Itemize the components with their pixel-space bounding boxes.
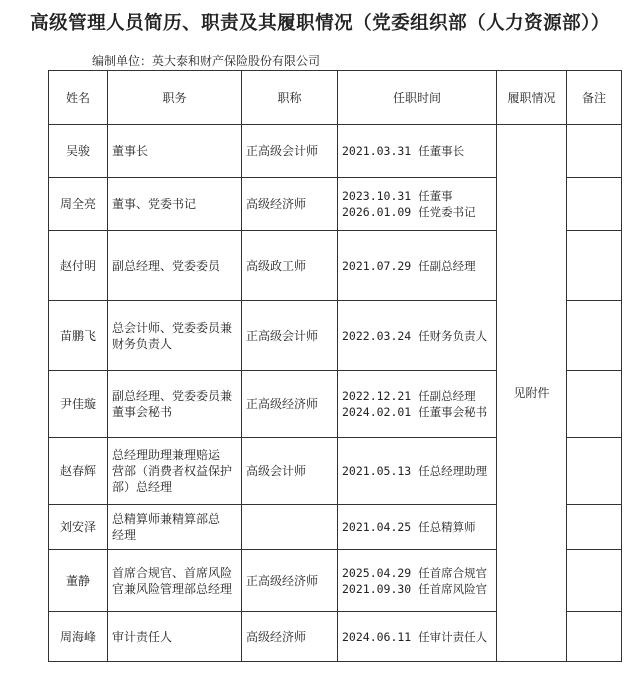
duty-line: 财务负责人 (112, 336, 173, 351)
duties-cell (108, 231, 242, 301)
header-rank: 职称 (242, 71, 338, 125)
duties-cell (108, 505, 242, 550)
duty-line: 部）总经理 (112, 480, 173, 494)
rank-cell: 正高级会计师 (242, 125, 338, 178)
name-cell: 苗鹏飞 (49, 301, 108, 371)
duty-line: 董事、党委书记 (112, 197, 197, 211)
rank-cell: 高级经济师 (242, 612, 338, 662)
table-body (49, 125, 622, 662)
duty-line: 董事会秘书 (112, 405, 173, 419)
term-line: 2026.01.09 任党委书记 (342, 205, 476, 219)
table-header-row (49, 71, 622, 125)
duty-line: 总经理助理兼理赔运 (112, 448, 221, 462)
rank-cell: 高级经济师 (242, 178, 338, 231)
term-cell (338, 438, 497, 505)
term-line: 2022.03.24 任财务负责人 (342, 328, 488, 343)
rank-cell: 正高级经济师 (242, 550, 338, 612)
duties-cell (108, 438, 242, 505)
table-row (49, 125, 622, 178)
page-title: 高级管理人员简历、职责及其履职情况（党委组织部（人力资源部）） (30, 13, 610, 34)
term-line: 2021.09.30 任首席风险官 (342, 581, 488, 596)
duties-cell (108, 371, 242, 438)
note-cell (567, 550, 622, 612)
duties-cell (108, 550, 242, 612)
rank-cell: 正高级经济师 (242, 371, 338, 438)
note-cell (567, 371, 622, 438)
term-cell (338, 301, 497, 371)
term-cell (338, 550, 497, 612)
duty-line: 官兼风险管理部总经理 (112, 581, 233, 596)
name-cell: 尹佳璇 (49, 371, 108, 438)
rank-cell: 高级政工师 (242, 231, 338, 301)
header-duties: 职务 (108, 71, 242, 125)
term-cell (338, 371, 497, 438)
term-line: 2021.05.13 任总经理助理 (342, 464, 488, 478)
term-cell (338, 612, 497, 662)
term-line: 2021.03.31 任董事长 (342, 144, 465, 158)
term-line: 2025.04.29 任首席合规官 (342, 565, 488, 580)
duty-line: 审计责任人 (112, 629, 173, 644)
note-cell (567, 505, 622, 550)
rank-cell: 高级会计师 (242, 438, 338, 505)
duty-line: 董事长 (112, 144, 149, 158)
rank-cell (242, 505, 338, 550)
name-cell: 刘安泽 (49, 505, 108, 550)
rank-cell: 正高级会计师 (242, 301, 338, 371)
term-cell (338, 125, 497, 178)
note-cell (567, 231, 622, 301)
term-line: 2024.06.11 任审计责任人 (342, 629, 488, 644)
note-cell (567, 301, 622, 371)
note-cell (567, 125, 622, 178)
name-cell: 董静 (49, 550, 108, 612)
note-cell (567, 612, 622, 662)
header-note: 备注 (567, 71, 622, 125)
term-line: 2021.04.25 任总精算师 (342, 520, 476, 534)
name-cell: 赵春辉 (49, 438, 108, 505)
term-line: 2022.12.21 任副总经理 (342, 389, 476, 403)
duty-line: 经理 (112, 528, 137, 542)
duties-cell (108, 178, 242, 231)
term-line: 2023.10.31 任董事 (342, 189, 453, 203)
header-name: 姓名 (49, 71, 108, 125)
term-line: 2024.02.01 任董事会秘书 (342, 405, 488, 419)
name-cell: 吴骏 (49, 125, 108, 178)
term-cell (338, 178, 497, 231)
duty-line: 首席合规官、首席风险 (112, 565, 233, 580)
note-cell (567, 178, 622, 231)
duty-line: 副总经理、党委委员兼 (112, 389, 233, 403)
name-cell: 周全亮 (49, 178, 108, 231)
note-cell (567, 438, 622, 505)
duty-line: 营部（消费者权益保护 (112, 464, 233, 478)
header-term: 任职时间 (338, 71, 497, 125)
duties-cell (108, 612, 242, 662)
status-cell: 见附件 (497, 125, 567, 662)
name-cell: 赵付明 (49, 231, 108, 301)
duty-line: 副总经理、党委委员 (112, 258, 221, 273)
duties-cell (108, 301, 242, 371)
executives-table (48, 70, 622, 662)
duty-line: 总会计师、党委委员兼 (112, 320, 233, 335)
name-cell: 周海峰 (49, 612, 108, 662)
compiling-unit: 编制单位：英大泰和财产保险股份有限公司 (92, 54, 321, 68)
term-line: 2021.07.29 任副总经理 (342, 258, 476, 273)
duty-line: 总精算师兼精算部总 (112, 512, 221, 526)
header-status: 履职情况 (497, 71, 567, 125)
term-cell (338, 231, 497, 301)
term-cell (338, 505, 497, 550)
duties-cell (108, 125, 242, 178)
